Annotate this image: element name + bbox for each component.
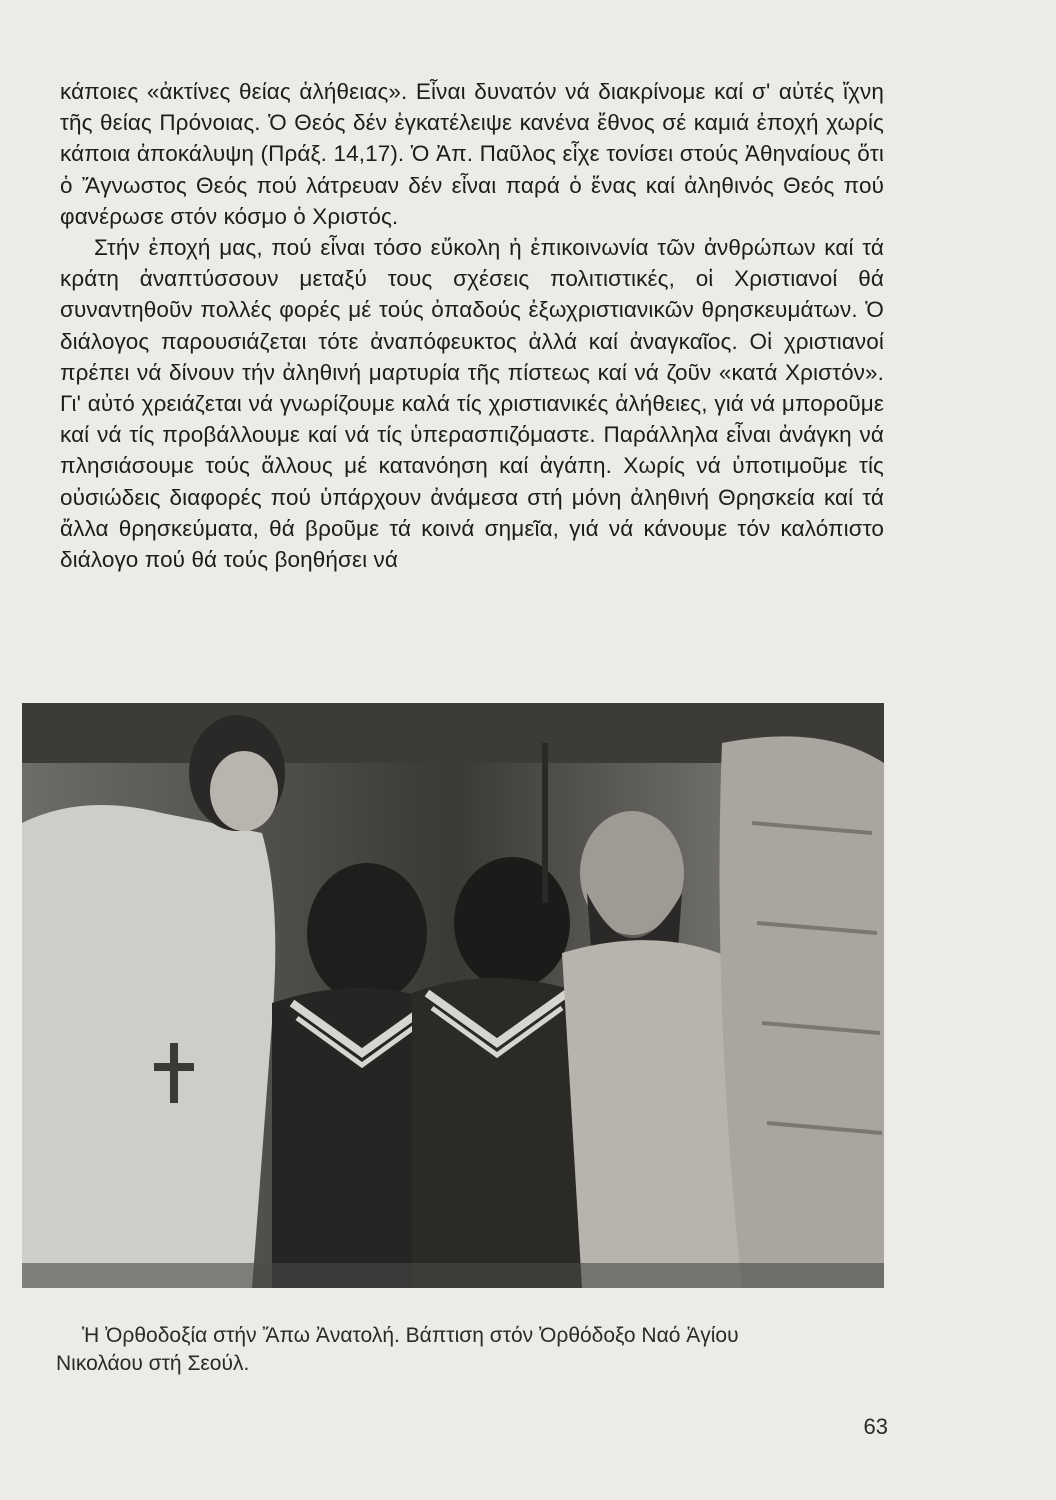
page-number: 63 [863,1414,888,1439]
photo-caption [56,1322,884,1378]
body-text [60,76,884,575]
child-2-uniform [412,978,582,1288]
photo-illustration [22,703,884,1288]
child-1-hair [307,863,427,1003]
caption-line-2: Νικολάου στή Σεούλ. [56,1352,250,1375]
cross-vertical [170,1043,178,1103]
woman-white-robe [22,805,275,1288]
baptism-photo [22,703,884,1288]
child-2-hair [454,857,570,989]
cross-horizontal [154,1063,194,1071]
photo-bottom-shadow [22,1263,884,1288]
caption-line-1: Ἡ Ὀρθοδοξία στήν Ἄπω Ἀνατολή. Βάπτιση στόν Ὀρθόδοξο Ναό Ἁγίου [82,1324,739,1347]
paragraph-2: Στήν ἐποχή μας, πού εἶναι τόσο εὔκολη ἡ ἐπικοινωνία τῶν ἀνθρώπων καί τά κράτη ἀναπτύσσουν μεταξύ τους σχέσεις πολιτιστικές, οἱ Χριστιανοί θά συναντηθοῦν πολλές φορές μέ τούς ὀπαδούς ἐξωχριστιανικῶν θρησκευμάτων. Ὁ διάλογος παρουσιάζεται τότε ἀναπόφευκτος ἀλλά καί ἀναγκαῖος. Οἱ χριστιανοί πρέπει νά δίνουν τήν ἀληθινή μαρτυρία τῆς πίστεως καί νά ζοῦν «κατά Χριστόν». Γι' αὐτό χρειάζεται νά γνωρίζουμε καλά τίς χριστιανικές ἀλήθειες, γιά νά μποροῦμε καί νά τίς προβάλλουμε καί νά τίς ὑπερασπιζόμαστε. Παράλληλα εἶναι ἀνάγκη νά πλησιάσουμε τούς ἄλλους μέ κατανόηση καί ἀγάπη. Χωρίς νά ὑποτιμοῦμε τίς οὐσιώδεις διαφορές πού ὑπάρχουν ἀνάμεσα στή μόνη ἀληθινή Θρησκεία καί τά ἄλλα θρησκεύματα, θά βροῦμε τά κοινά σημεῖα, γιά νά κάνουμε τόν καλόπιστο διάλογο πού θά τούς βοηθήσει νά [60,235,884,573]
candle-staff [542,743,548,903]
right-brocade-vestment [720,736,885,1288]
woman-face [210,751,278,831]
paragraph-1: κάποιες «ἀκτίνες θείας ἀλήθειας». Εἶναι δυνατόν νά διακρίνομε καί σ' αὐτές ἴχνη τῆς θείας Πρόνοιας. Ὁ Θεός δέν ἐγκατέλειψε κανένα ἔθνος σέ καμιά ἐποχή χωρίς κάποια ἀποκάλυψη (Πράξ. 14,17). Ὁ Ἀπ. Παῦλος εἶχε τονίσει στούς Ἀθηναίους ὅτι ὁ Ἄγνωστος Θεός πού λάτρευαν δέν εἶναι παρά ὁ ἕνας καί ἀληθινός Θεός πού φανέρωσε στόν κόσμο ὁ Χριστός. [60,79,884,229]
